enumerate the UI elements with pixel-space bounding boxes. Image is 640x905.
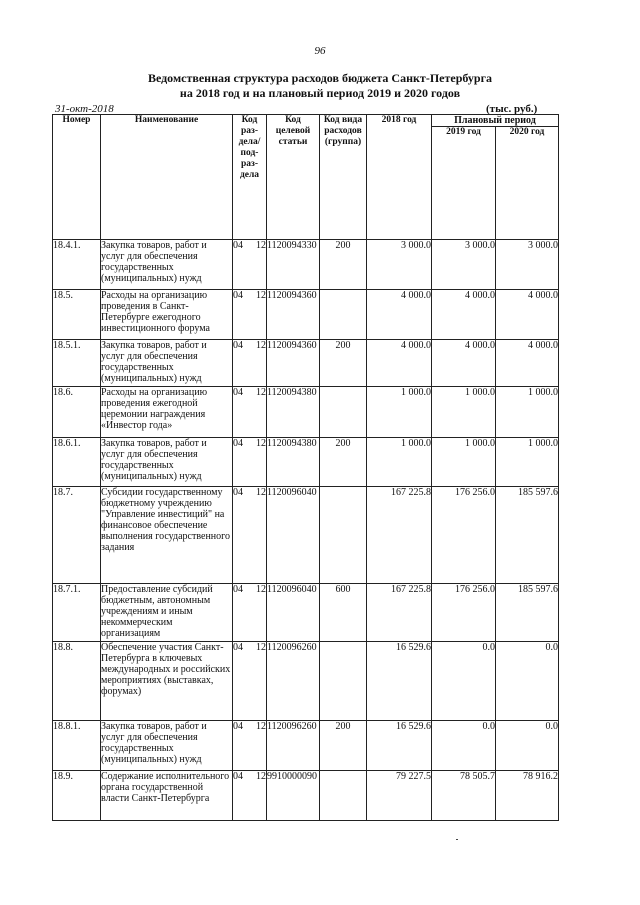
row-section-cell	[233, 387, 267, 438]
row-number-cell: 18.7.	[53, 487, 101, 584]
row-2020-cell: 4 000.0	[496, 290, 559, 340]
section-code: 04	[233, 642, 243, 653]
subsection-code: 12	[256, 387, 266, 398]
row-section-cell	[233, 290, 267, 340]
title-line-1: Ведомственная структура расходов бюджета Санкт-Петербурга	[147, 71, 493, 85]
row-section-cell	[233, 771, 267, 821]
subsection-code: 12	[256, 487, 266, 498]
header-2020: 2020 год	[496, 127, 559, 240]
row-section-cell	[233, 240, 267, 290]
header-number: Номер	[53, 115, 101, 240]
row-2018-cell: 16 529.6	[367, 642, 432, 721]
table-row	[53, 290, 559, 340]
row-target-code-cell: 1120096260	[267, 721, 320, 771]
row-2018-cell: 1 000.0	[367, 387, 432, 438]
row-2020-cell: 0.0	[496, 721, 559, 771]
subsection-code: 12	[256, 340, 266, 351]
row-name-cell: Содержание исполнительного органа государственной власти Санкт-Петербурга	[101, 771, 233, 821]
row-expense-type-cell	[320, 487, 367, 584]
header-target-code: Код целевой статьи	[267, 115, 320, 240]
row-name-cell: Расходы на организацию проведения ежегодной церемонии награждения «Инвестор года»	[101, 387, 233, 438]
row-2019-cell: 176 256.0	[432, 487, 496, 584]
row-2019-cell: 78 505.7	[432, 771, 496, 821]
subsection-code: 12	[256, 771, 266, 782]
row-section-cell	[233, 487, 267, 584]
row-2019-cell: 3 000.0	[432, 240, 496, 290]
row-2019-cell: 1 000.0	[432, 438, 496, 487]
row-number-cell: 18.7.1.	[53, 584, 101, 642]
row-2020-cell: 78 916.2	[496, 771, 559, 821]
row-expense-type-cell	[320, 771, 367, 821]
row-target-code-cell: 1120094380	[267, 387, 320, 438]
header-name: Наименование	[101, 115, 233, 240]
row-2019-cell: 4 000.0	[432, 340, 496, 387]
row-2019-cell: 1 000.0	[432, 387, 496, 438]
row-2018-cell: 167 225.8	[367, 487, 432, 584]
page-number: 96	[314, 45, 326, 57]
row-section-cell	[233, 340, 267, 387]
section-code: 04	[233, 771, 243, 782]
row-2019-cell: 4 000.0	[432, 290, 496, 340]
row-expense-type-cell: 200	[320, 438, 367, 487]
row-section-cell	[233, 721, 267, 771]
subsection-code: 12	[256, 584, 266, 595]
row-2018-cell: 4 000.0	[367, 290, 432, 340]
table-row	[53, 487, 559, 584]
row-name-cell: Обеспечение участия Санкт-Петербурга в ключевых международных и российских мероприятиях (выставках, форумах)	[101, 642, 233, 721]
row-number-cell: 18.8.	[53, 642, 101, 721]
row-2020-cell: 1 000.0	[496, 438, 559, 487]
row-name-cell: Субсидии государственному бюджетному учреждению "Управление инвестиций" на финансовое обеспечение выполнения государственного задания	[101, 487, 233, 584]
subsection-code: 12	[256, 290, 266, 301]
table-row	[53, 721, 559, 771]
row-2018-cell: 3 000.0	[367, 240, 432, 290]
row-number-cell: 18.8.1.	[53, 721, 101, 771]
units-label: (тыс. руб.)	[486, 103, 538, 115]
row-target-code-cell: 1120094360	[267, 290, 320, 340]
row-target-code-cell: 1120094360	[267, 340, 320, 387]
row-target-code-cell: 1120096040	[267, 584, 320, 642]
table-row	[53, 642, 559, 721]
table-row	[53, 240, 559, 290]
section-code: 04	[233, 240, 243, 251]
row-2018-cell: 167 225.8	[367, 584, 432, 642]
row-number-cell: 18.6.	[53, 387, 101, 438]
header-expense-type-code: Код вида расходов (группа)	[320, 115, 367, 240]
table-row	[53, 771, 559, 821]
row-name-cell: Предоставление субсидий бюджетным, автономным учреждениям и иным некоммерческим организациям	[101, 584, 233, 642]
budget-table	[52, 114, 559, 821]
row-2019-cell: 0.0	[432, 642, 496, 721]
row-target-code-cell: 1120096260	[267, 642, 320, 721]
row-target-code-cell: 1120094330	[267, 240, 320, 290]
header-row	[53, 115, 559, 127]
row-expense-type-cell	[320, 642, 367, 721]
row-name-cell: Расходы на организацию проведения в Санкт-Петербурге ежегодного инвестиционного форума	[101, 290, 233, 340]
row-2018-cell: 16 529.6	[367, 721, 432, 771]
table-row	[53, 340, 559, 387]
row-name-cell: Закупка товаров, работ и услуг для обеспечения государственных (муниципальных) нужд	[101, 340, 233, 387]
header-plan-period: Плановый период	[432, 115, 559, 127]
table-row	[53, 584, 559, 642]
section-code: 04	[233, 721, 243, 732]
table-row	[53, 387, 559, 438]
document-date: 31-окт-2018	[55, 103, 114, 115]
row-section-cell	[233, 438, 267, 487]
row-target-code-cell: 9910000090	[267, 771, 320, 821]
row-name-cell: Закупка товаров, работ и услуг для обеспечения государственных (муниципальных) нужд	[101, 240, 233, 290]
row-2020-cell: 185 597.6	[496, 487, 559, 584]
row-expense-type-cell	[320, 387, 367, 438]
section-code: 04	[233, 584, 243, 595]
row-expense-type-cell: 600	[320, 584, 367, 642]
row-2018-cell: 1 000.0	[367, 438, 432, 487]
row-number-cell: 18.4.1.	[53, 240, 101, 290]
row-2020-cell: 1 000.0	[496, 387, 559, 438]
header-2018: 2018 год	[367, 115, 432, 240]
section-code: 04	[233, 340, 243, 351]
section-code: 04	[233, 487, 243, 498]
row-number-cell: 18.6.1.	[53, 438, 101, 487]
table-body	[53, 240, 559, 821]
row-expense-type-cell	[320, 290, 367, 340]
row-2019-cell: 0.0	[432, 721, 496, 771]
row-name-cell: Закупка товаров, работ и услуг для обеспечения государственных (муниципальных) нужд	[101, 438, 233, 487]
row-2020-cell: 3 000.0	[496, 240, 559, 290]
row-number-cell: 18.5.	[53, 290, 101, 340]
section-code: 04	[233, 438, 243, 449]
table-row	[53, 438, 559, 487]
row-2018-cell: 79 227.5	[367, 771, 432, 821]
subsection-code: 12	[256, 438, 266, 449]
section-code: 04	[233, 290, 243, 301]
document-title	[0, 71, 640, 101]
row-section-cell	[233, 642, 267, 721]
row-target-code-cell: 1120094380	[267, 438, 320, 487]
section-code: 04	[233, 387, 243, 398]
subsection-code: 12	[256, 240, 266, 251]
row-expense-type-cell: 200	[320, 340, 367, 387]
row-name-cell: Закупка товаров, работ и услуг для обеспечения государственных (муниципальных) нужд	[101, 721, 233, 771]
row-target-code-cell: 1120096040	[267, 487, 320, 584]
title-line-2: на 2018 год и на плановый период 2019 и 2020 годов	[179, 86, 461, 100]
row-2019-cell: 176 256.0	[432, 584, 496, 642]
header-section-code: Код раз-дела/ под-раз-дела	[233, 115, 267, 240]
row-2020-cell: 4 000.0	[496, 340, 559, 387]
row-expense-type-cell: 200	[320, 240, 367, 290]
row-2020-cell: 0.0	[496, 642, 559, 721]
row-number-cell: 18.9.	[53, 771, 101, 821]
row-2020-cell: 185 597.6	[496, 584, 559, 642]
row-number-cell: 18.5.1.	[53, 340, 101, 387]
row-expense-type-cell: 200	[320, 721, 367, 771]
subsection-code: 12	[256, 721, 266, 732]
row-section-cell	[233, 584, 267, 642]
header-2019: 2019 год	[432, 127, 496, 240]
scan-mark	[456, 839, 458, 840]
row-2018-cell: 4 000.0	[367, 340, 432, 387]
subsection-code: 12	[256, 642, 266, 653]
